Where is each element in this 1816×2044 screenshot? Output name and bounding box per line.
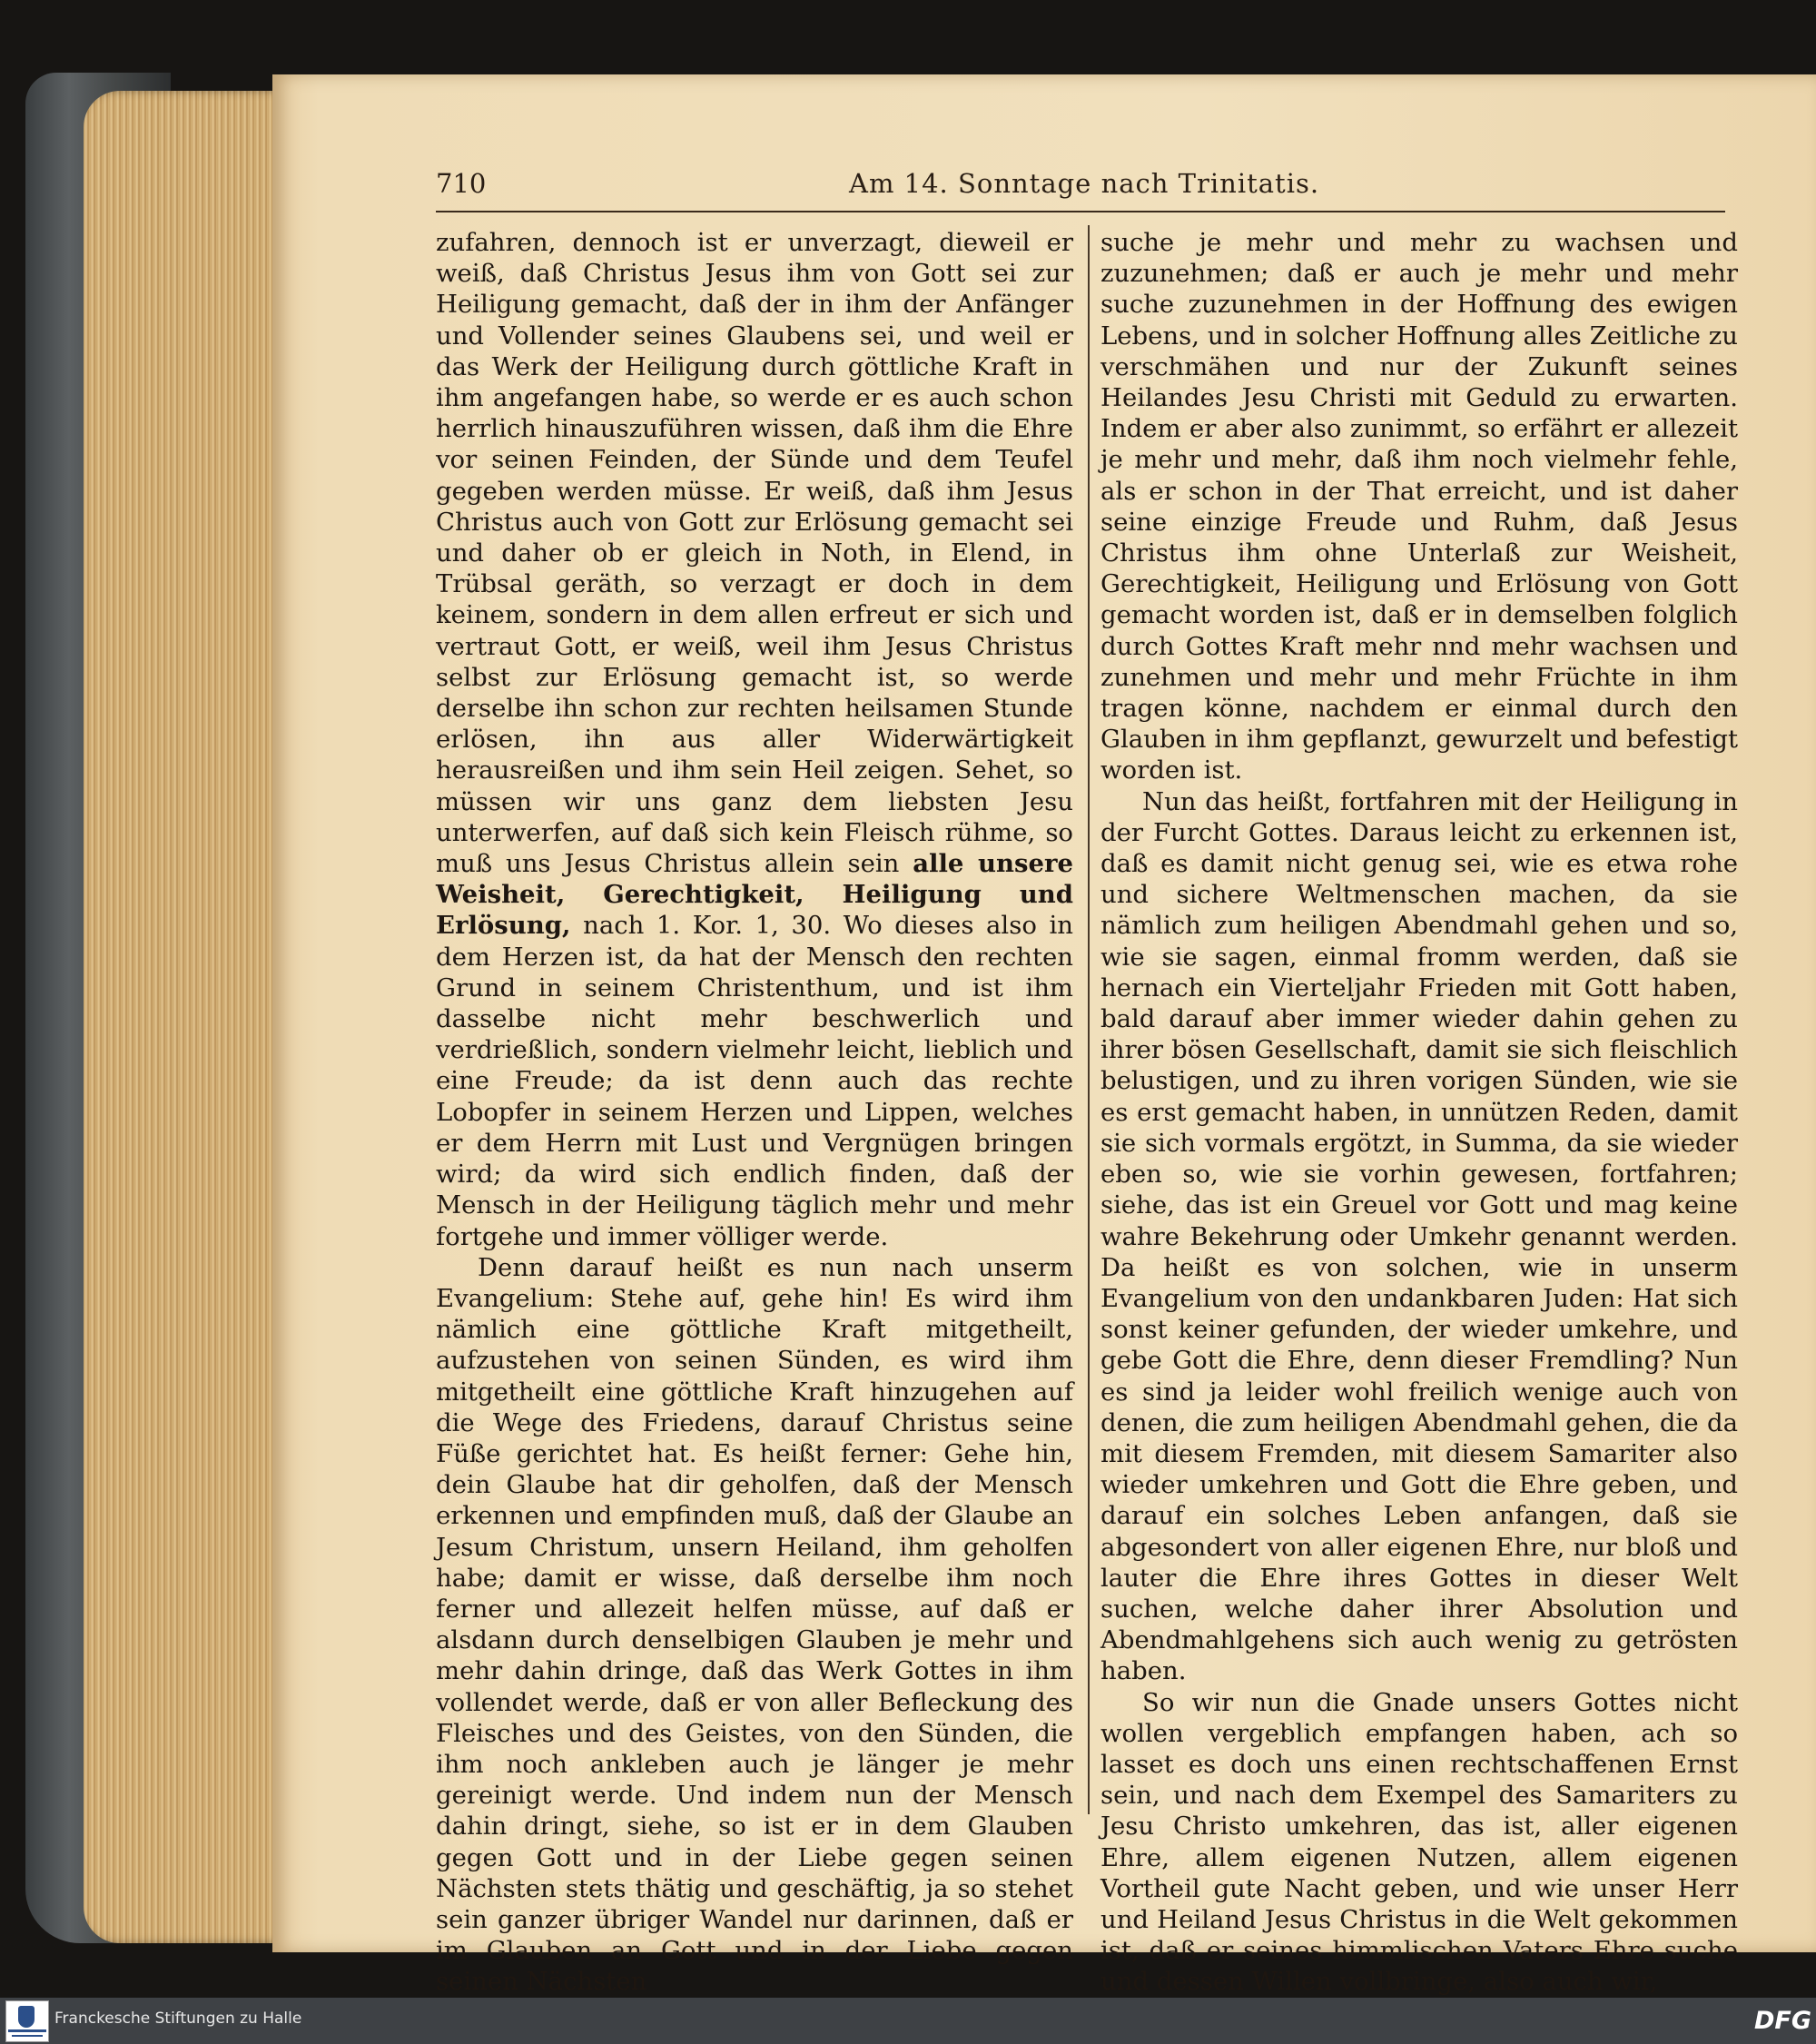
right-column [1100, 227, 1738, 1997]
left-paragraph-1 [436, 227, 1073, 1252]
right-paragraph-2: Nun das heißt, fortfahren mit der Heiligung in der Furcht Gottes. Daraus leicht zu erkennen ist, daß es damit nicht genug sei, wie es etwa rohe und sichere Weltmenschen machen, da sie nämlich zum heiligen Abendmahl gehen und so, wie sie sagen, einmal fromm werden, daß sie hernach ein Vierteljahr Frieden mit Gott haben, bald darauf aber immer wieder dahin gehen zu ihrer bösen Gesellschaft, damit sie sich fleischlich belustigen, und zu ihren vorigen Sünden, wie sie es erst gemacht haben, in unnützen Reden, damit sie sich vormals ergötzt, in Summa, da sie wieder eben so, wie sie vorhin gewesen, fortfahren; siehe, das ist ein Greuel vor Gott und mag keine wahre Bekehrung oder Umkehr genannt werden. Da heißt es von solchen, wie in unserm Evangelium von den undankbaren Juden: Hat sich sonst keiner gefunden, der wieder umkehre, und gebe Gott die Ehre, denn dieser Fremdling? Nun es sind ja leider wohl freilich wenige auch von denen, die zum heiligen Abendmahl gehen, die da mit diesem Fremden, mit diesem Samariter also wieder umkehren und Gott die Ehre geben, und darauf ein solches Leben anfangen, daß sie abgesondert von aller eigenen Ehre, nur bloß und lauter die Ehre ihres Gottes in dieser Welt suchen, welche daher ihrer Absolution und Abendmahlgehens sich auch wenig zu getrösten haben. [1100, 786, 1738, 1686]
left-column [436, 227, 1073, 1997]
header-rule [436, 211, 1725, 212]
institution-name[interactable]: Franckesche Stiftungen zu Halle [54, 2009, 302, 2028]
right-paragraph-1: suche je mehr und mehr zu wachsen und zuzunehmen; daß er auch je mehr und mehr suche zuzunehmen in der Hoffnung des ewigen Lebens, und in solcher Hoffnung alles Zeitliche zu verschmähen und nur der Zukunft seines Heilandes Jesu Christi mit Geduld zu erwarten. Indem er aber also zunimmt, so erfährt er allezeit je mehr und mehr, daß ihm noch vielmehr fehle, als er schon in der That erreicht, und ist daher seine einzige Freude und Ruhm, daß Jesus Christus ihm ohne Unterlaß zur Weisheit, Gerechtigkeit, Heiligung und Erlösung von Gott gemacht worden ist, daß er in demselben folglich durch Gottes Kraft mehr nnd mehr wachsen und zunehmen und mehr und mehr Früchte in ihm tragen könne, nachdem er einmal durch den Glauben in ihm gepflanzt, gewurzelt und befestigt worden ist. [1100, 228, 1738, 785]
left-p1-bold-phrase: alle unsere Weisheit, Gerechtigkeit, Heiligung und Erlösung, [436, 849, 1073, 941]
institution-logo-icon[interactable] [5, 2000, 49, 2042]
viewer-footer [0, 1998, 1816, 2044]
logo-text-bar [8, 2029, 46, 2032]
logo-text-bar-2 [12, 2035, 43, 2037]
page-number: 710 [436, 168, 487, 199]
dfg-logo[interactable]: DFG [1754, 2007, 1812, 2035]
page-edges [84, 91, 292, 1943]
running-title: Am 14. Sonntage nach Trinitatis. [849, 168, 1320, 199]
page-header [436, 168, 1725, 204]
right-paragraph-3: So wir nun die Gnade unsers Gottes nicht wollen vergeblich empfangen haben, ach so lasset es doch uns einen rechtschaffenen Ernst sein, und nach dem Exempel des Samariters zu Jesu Christo umkehren, das ist, aller eigenen Ehre, allem eigenen Nutzen, allem eigenen Vortheil gute Nacht geben, und wie unser Herr und Heiland Jesus Christus in die Welt gekommen ist, daß er seines himmlischen Vaters Ehre suche und dessen Willen vollbringe, also auch wir, [1100, 1687, 1738, 1997]
left-p1-text-a: zufahren, dennoch ist er unverzagt, dieweil er weiß, daß Christus Jesus ihm von Gott sei zur Heiligung gemacht, daß der in ihm der Anfänger und Vollender seines Glaubens sei, und weil er das Werk der Heiligung durch göttliche Kraft in ihm angefangen habe, so werde er es auch schon herrlich hinauszuführen wissen, daß ihm die Ehre vor seinen Feinden, der Sünde und dem Teufel gegeben werden müsse. Er weiß, daß ihm Jesus Christus auch von Gott zur Erlösung gemacht sei und daher ob er gleich in Noth, in Elend, in Trübsal geräth, so verzagt er doch in dem keinem, sondern in dem allen erfreut er sich und vertraut Gott, er weiß, weil ihm Jesus Christus selbst zur Erlösung gemacht ist, so werde derselbe ihn schon zur rechten heilsamen Stunde erlösen, ihn aus aller Widerwärtigkeit herausreißen und ihm sein Heil zeigen. Sehet, so müssen wir uns ganz dem liebsten Jesu unterwerfen, auf daß sich kein Fleisch rühme, so muß uns Jesus Christus allein sein [436, 228, 1073, 879]
column-divider [1088, 225, 1090, 1814]
left-p1-text-b: nach 1. Kor. 1, 30. Wo dieses also in dem Herzen ist, da hat der Mensch den rechten Grund in seinem Christenthum, und ist ihm dasselbe nicht mehr beschwerlich und verdrießlich, sondern vielmehr leicht, lieblich und eine Freude; da ist denn auch das rechte Lobopfer in seinem Herzen und Lippen, welches er dem Herrn mit Lust und Vergnügen bringen wird; da wird sich endlich finden, daß der Mensch in der Heiligung täglich mehr und mehr fortgehe und immer völliger werde. [436, 911, 1073, 1251]
left-paragraph-2: Denn darauf heißt es nun nach unserm Evangelium: Stehe auf, gehe hin! Es wird ihm nämlich eine göttliche Kraft mitgetheilt, aufzustehen von seinen Sünden, es wird ihm mitgetheilt eine göttliche Kraft hinzugehen auf die Wege des Friedens, darauf Christus seine Füße gerichtet hat. Es heißt ferner: Gehe hin, dein Glaube hat dir geholfen, daß der Mensch erkennen und empfinden muß, daß der Glaube an Jesum Christum, unsern Heiland, ihm geholfen habe; damit er wisse, daß derselbe ihm noch ferner und allezeit helfen müsse, auf daß er alsdann durch denselbigen Glauben je mehr und mehr dahin dringe, daß das Werk Gottes in ihm vollendet werde, daß er von aller Befleckung des Fleisches und des Geistes, von den Sünden, die ihm noch ankleben auch je länger je mehr gereinigt werde. Und indem nun der Mensch dahin dringt, siehe, so ist er in dem Glauben gegen Gott und in der Liebe gegen seinen Nächsten stets thätig und geschäftig, ja so stehet sein ganzer übriger Wandel nur darinnen, daß er im Glauben an Gott und in der Liebe gegen seinen Nächsten [436, 1252, 1073, 1997]
emblem-shape [18, 2006, 35, 2028]
